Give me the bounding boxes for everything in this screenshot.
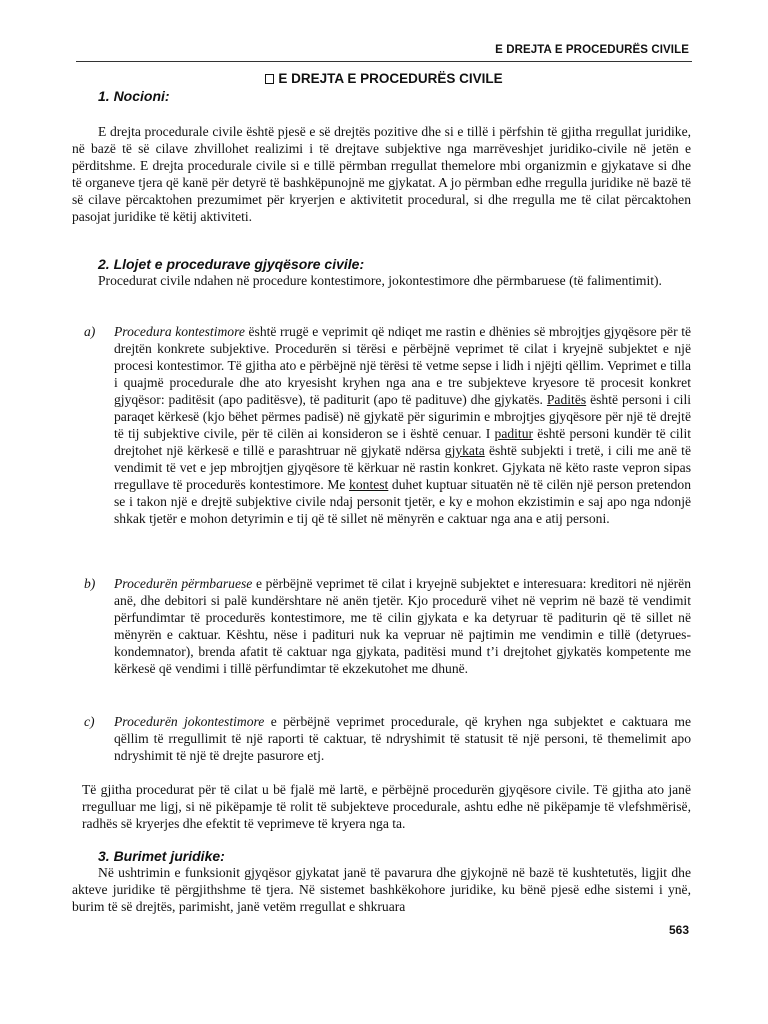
section-heading-nocioni: 1. Nocioni: — [98, 88, 170, 104]
list-item-text — [114, 323, 691, 527]
text-segment: është rrugë e veprimit që ndiqet me rastin e dhënies së mbrojtjes gjyqësore për të drejtën konkrete subjektive. Procedurën si tërësi e përbëjnë veprimet të cilat i kryejnë subjektet e një procesi kontestimor. Të gjitha ato e përbëjnë një tërësi të vetme sepse i lidh i njëjti qëllim. Veprimet e tilla i quajmë procedurale dhe ato kryesisht kryhen nga ana e tre subjekteve kryesore të procesit konkret gjyqësor: paditësit (apo paditësve), të paditurit (apo të padituve) dhe gjykatës. — [114, 324, 691, 407]
text-segment: e përbëjnë veprimet të cilat i kryejnë subjektet e interesuara: kreditori në njërën anë, dhe debitori si palë kundërshtare në anën tjetër. Kjo procedurë vihet në veprim në bazë të vendimit përfundimtar të procedurës kontestimore, me të cilin gjykata e ka detyruar të paditurin që të sillet në mënyrën e caktuar. Kështu, nëse i padituri nuk ka vepruar në pajtimin me vendimin e tillë (detyrues- kondemnator), brenda afatit të caktuar nga gjykata, paditësi mund t’i drejtohet gjykatës kompetente me kërkesë që vendimi i tillë përfundimtar të ekzekutohet me dhunë. — [114, 576, 691, 676]
list-item-label: c) — [84, 714, 95, 729]
paragraph-text: E drejta procedurale civile është pjesë e së drejtës pozitive dhe si e tillë i përfshin të gjitha rregullat juridike, në bazë të së cilave zhvillohet realizimi i të drejtave subjektive nga marrëveshjet juridiko-civile në jetën e përditshme. E drejta procedurale civile si e tillë përmban rregullat themelore mbi organizmin e gjykatave si dhe të organeve tjera që kanë për detyrë të bashkëpunojnë me gjykatat. A jo përmban edhe rregulla juridike në bazë të së cilave përcaktohen prezumimet për kryerjen e aktivitetit procedural, si dhe rregulla me të cilat përcaktohen pasojat juridike të këtij aktiviteti. — [72, 124, 691, 224]
term: Procedura kontestimore — [114, 324, 245, 339]
text-segment: është personi kundër të cilit drejtohet një kërkesë e tillë e parashtruar në gjykatë ndërsa — [114, 426, 692, 458]
page-number: 563 — [668, 923, 689, 937]
list-item-text — [114, 713, 691, 764]
underlined-term: kontest — [349, 477, 389, 492]
paragraph-nocioni — [72, 123, 691, 225]
list-item-text — [114, 575, 691, 677]
term: Procedurën jokontestimore — [114, 714, 265, 729]
running-header: E DREJTA E PROCEDURËS CIVILE — [495, 44, 689, 56]
section-heading-burimet: 3. Burimet juridike: — [98, 848, 225, 864]
term: Procedurën përmbaruese — [114, 576, 253, 591]
paragraph-text: Procedurat civile ndahen në procedure kontestimore, jokontestimore dhe përmbaruese (të falimentimit). — [98, 273, 662, 288]
paragraph-llojet-summary: Të gjitha procedurat për të cilat u bë fjalë më lartë, e përbëjnë procedurën gjyqësore civile. Të gjitha ato janë rregulluar me ligj, si në pikëpamje të rolit të subjekteve procedurale, ashtu edhe në pikëpamje të vlefshmërisë, radhës së kryerjes dhe efektit të veprimeve të kryera nga ta. — [82, 782, 691, 831]
underlined-term: paditur — [494, 426, 534, 441]
list-item-label: a) — [84, 324, 96, 339]
underlined-term: gjykata — [444, 443, 485, 458]
section-heading-llojet: 2. Llojet e procedurave gjyqësore civile: — [98, 256, 365, 272]
paragraph-text: Në ushtrimin e funksionit gjyqësor gjykatat janë të pavarura dhe gjykojnë në bazë të kushtetutës, ligjit dhe akteve juridike të përgjithshme të tjera. Në sistemet bashkëkohore juridike, ku bënë pjesë edhe sistemi i ynë, burim të së drejtës, parimisht, janë vetëm rregullat e shkruara — [72, 865, 691, 914]
text-segment: e përbëjnë veprimet procedurale, që kryhen nga subjektet e caktuara me qëllim të rregullimit të një raporti të caktuar, të ndryshimit të statusit të një personi, të themelimit apo ndryshimit të një të drejte pasurore etj. — [114, 714, 691, 763]
header-rule — [76, 61, 692, 62]
missing-glyph-icon — [265, 74, 274, 84]
text-segment: është personi i cili paraqet kërkesë (kjo bëhet përmes padisë) në gjykatë për sigurimin e mbrojtjes gjyqësore për një të drejtë të tij subjektive civile, për të cilën ai konsideron se i është cenuar. I — [114, 392, 691, 441]
paragraph-burimet — [72, 864, 691, 915]
list-item-label: b) — [84, 576, 96, 591]
underlined-term: Paditës — [546, 392, 587, 407]
text-segment: duhet kuptuar situatën në të cilën një person pretendon se i takon një e drejtë subjektive civile ndaj personit tjetër, e ky e mohon ekzistimin e saj apo nga ndonjë shkak tjetër e mohon detyrimin e tij që të sillet në mënyrën e caktuar nga ana e atij personi. — [114, 477, 692, 526]
page-title — [0, 71, 768, 86]
text-segment: është subjekti i tretë, i cili me anë të vendimit të vet e jep mbrojtjen gjyqësore të kërkuar në rastin konkret. Gjykata në këto raste vepron sipas rregullave të procedurës kontestimore. Me — [114, 443, 691, 492]
page-title-text: E DREJTA E PROCEDURËS CIVILE — [278, 71, 503, 86]
paragraph-llojet-intro — [72, 272, 691, 289]
